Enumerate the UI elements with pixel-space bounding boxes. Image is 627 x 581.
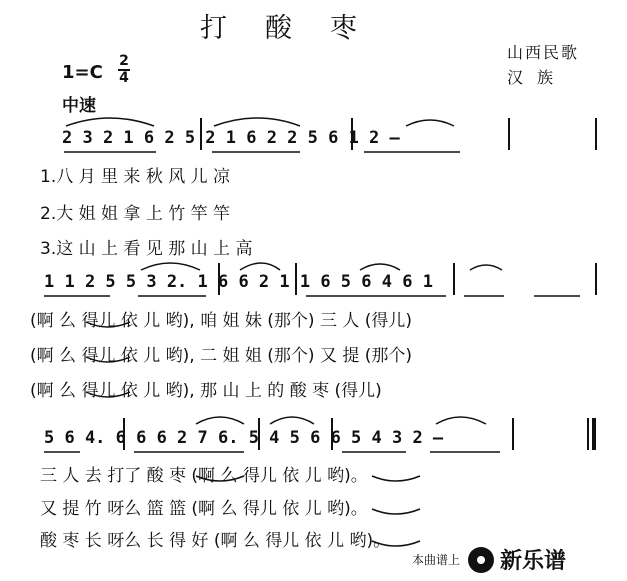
song-title: 打酸枣 [200, 13, 395, 44]
lyric-row-3-verse-3: 酸 枣 长 呀么 长 得 好 (啊 么 得儿 依 儿 哟)。 [40, 531, 391, 551]
notation-row-1: 2 3 2 1 6 2 5 2 1 6 2 2 5 6 1 2 – [62, 128, 400, 148]
slur [240, 263, 280, 270]
time-signature-top: 2 [119, 53, 129, 69]
key-signature: 1=C [62, 62, 103, 83]
notation-row-2: 1 1 2 5 5 3 2. 1 6 6 2 1 1 6 5 6 4 6 1 [44, 272, 433, 292]
slur [214, 118, 300, 126]
logo-prefix: 本曲谱上 [412, 553, 461, 567]
song-origin: 山西民歌 [507, 43, 580, 62]
time-signature-bottom: 4 [119, 70, 129, 86]
lyric-tie [372, 476, 420, 481]
tempo-marking: 中速 [62, 96, 96, 116]
site-logo [412, 544, 566, 575]
notation-row-3: 5 6 4. 6 6 6 2 7 6. 5 4 5 6 6 5 4 3 2 – [44, 428, 444, 448]
slur [470, 265, 502, 270]
lyric-row-3-verse-2: 又 提 竹 呀么 篮 篮 (啊 么 得儿 依 儿 哟)。 [40, 499, 368, 519]
lyric-row-2-verse-2: (啊 么 得儿 依 儿 哟), 二 姐 姐 (那个) 又 提 (那个) [30, 346, 413, 366]
lyric-row-1-verse-2: 2.大 姐 姐 拿 上 竹 竿 竿 [40, 204, 231, 224]
lyric-tie [372, 509, 420, 514]
lyric-row-2-verse-3: (啊 么 得儿 依 儿 哟), 那 山 上 的 酸 枣 (得儿) [30, 381, 382, 401]
lyric-tie [86, 357, 130, 362]
lyric-row-3-verse-1: 三 人 去 打了 酸 枣 (啊 么 得儿 依 儿 哟)。 [40, 466, 368, 486]
slur [270, 417, 314, 424]
lyric-row-1-verse-1: 1.八 月 里 来 秋 风 儿 凉 [40, 167, 231, 187]
lyric-tie [196, 476, 244, 481]
slur [141, 263, 200, 270]
lyric-row-1-verse-3: 3.这 山 上 看 见 那 山 上 高 [40, 239, 253, 259]
logo-name: 新乐谱 [500, 549, 567, 574]
slur [436, 417, 486, 424]
lyric-tie [86, 392, 130, 397]
lyric-row-2-verse-1: (啊 么 得儿 依 儿 哟), 咱 姐 妹 (那个) 三 人 (得儿) [30, 311, 413, 331]
slur [196, 417, 244, 424]
lyric-tie [86, 322, 130, 327]
record-disc-icon [468, 547, 494, 573]
slur [66, 118, 154, 126]
song-ethnic: 汉族 [507, 68, 568, 87]
slur [360, 264, 400, 270]
slur [406, 120, 454, 126]
